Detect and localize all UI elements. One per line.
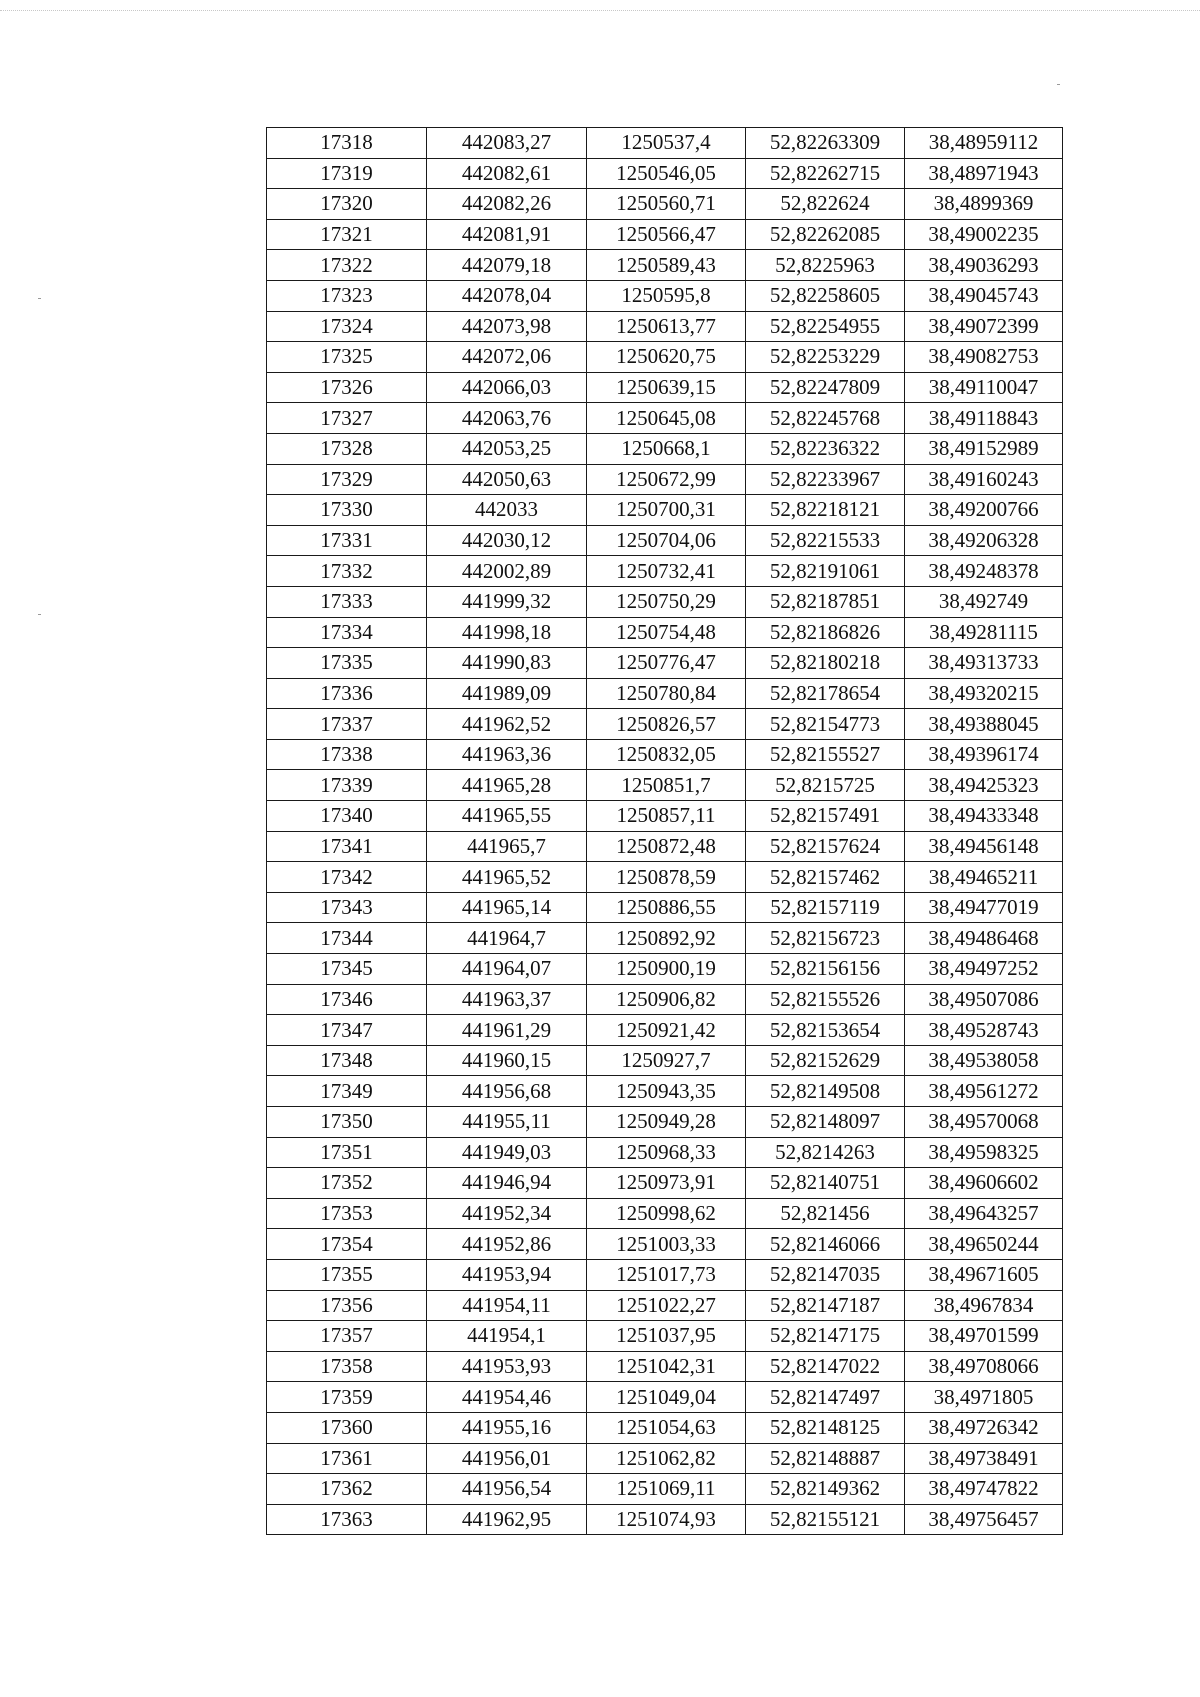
x-coordinate-cell: 441955,16: [427, 1412, 587, 1443]
latitude-cell: 52,82186826: [746, 617, 905, 648]
x-coordinate-cell: 441963,37: [427, 984, 587, 1015]
table-row: [267, 1474, 1063, 1505]
longitude-cell: 38,49200766: [905, 495, 1063, 526]
latitude-cell: 52,82236322: [746, 433, 905, 464]
latitude-cell: 52,82262085: [746, 219, 905, 250]
x-coordinate-cell: 442066,03: [427, 372, 587, 403]
y-coordinate-cell: 1251017,73: [587, 1259, 746, 1290]
table-row: [267, 189, 1063, 220]
table-row: [267, 250, 1063, 281]
table-row: [267, 1015, 1063, 1046]
point-number-cell: 17354: [267, 1229, 427, 1260]
point-number-cell: 17343: [267, 892, 427, 923]
point-number-cell: 17323: [267, 280, 427, 311]
x-coordinate-cell: 441963,36: [427, 739, 587, 770]
x-coordinate-cell: 441956,68: [427, 1076, 587, 1107]
point-number-cell: 17326: [267, 372, 427, 403]
x-coordinate-cell: 441998,18: [427, 617, 587, 648]
x-coordinate-cell: 442030,12: [427, 525, 587, 556]
x-coordinate-cell: 442079,18: [427, 250, 587, 281]
longitude-cell: 38,49110047: [905, 372, 1063, 403]
longitude-cell: 38,49708066: [905, 1351, 1063, 1382]
longitude-cell: 38,49497252: [905, 954, 1063, 985]
table-row: [267, 1168, 1063, 1199]
y-coordinate-cell: 1250927,7: [587, 1045, 746, 1076]
scan-speck: [38, 614, 41, 615]
longitude-cell: 38,49388045: [905, 709, 1063, 740]
longitude-cell: 38,49486468: [905, 923, 1063, 954]
point-number-cell: 17342: [267, 862, 427, 893]
latitude-cell: 52,82262715: [746, 158, 905, 189]
table-row: [267, 1137, 1063, 1168]
table-row: [267, 892, 1063, 923]
table-row: [267, 372, 1063, 403]
point-number-cell: 17325: [267, 342, 427, 373]
x-coordinate-cell: 442082,61: [427, 158, 587, 189]
point-number-cell: 17357: [267, 1321, 427, 1352]
point-number-cell: 17319: [267, 158, 427, 189]
longitude-cell: 38,49570068: [905, 1107, 1063, 1138]
point-number-cell: 17362: [267, 1474, 427, 1505]
y-coordinate-cell: 1250780,84: [587, 678, 746, 709]
y-coordinate-cell: 1250595,8: [587, 280, 746, 311]
table-row: [267, 1504, 1063, 1535]
point-number-cell: 17327: [267, 403, 427, 434]
point-number-cell: 17337: [267, 709, 427, 740]
y-coordinate-cell: 1250776,47: [587, 648, 746, 679]
point-number-cell: 17344: [267, 923, 427, 954]
y-coordinate-cell: 1250943,35: [587, 1076, 746, 1107]
longitude-cell: 38,49396174: [905, 739, 1063, 770]
x-coordinate-cell: 441956,54: [427, 1474, 587, 1505]
y-coordinate-cell: 1250613,77: [587, 311, 746, 342]
y-coordinate-cell: 1251069,11: [587, 1474, 746, 1505]
longitude-cell: 38,49701599: [905, 1321, 1063, 1352]
latitude-cell: 52,82247809: [746, 372, 905, 403]
y-coordinate-cell: 1250886,55: [587, 892, 746, 923]
point-number-cell: 17333: [267, 586, 427, 617]
longitude-cell: 38,48971943: [905, 158, 1063, 189]
x-coordinate-cell: 441949,03: [427, 1137, 587, 1168]
x-coordinate-cell: 441954,11: [427, 1290, 587, 1321]
x-coordinate-cell: 441946,94: [427, 1168, 587, 1199]
longitude-cell: 38,49477019: [905, 892, 1063, 923]
x-coordinate-cell: 441956,01: [427, 1443, 587, 1474]
point-number-cell: 17349: [267, 1076, 427, 1107]
table-row: [267, 648, 1063, 679]
y-coordinate-cell: 1251022,27: [587, 1290, 746, 1321]
table-row: [267, 158, 1063, 189]
latitude-cell: 52,822624: [746, 189, 905, 220]
latitude-cell: 52,82146066: [746, 1229, 905, 1260]
latitude-cell: 52,8214263: [746, 1137, 905, 1168]
latitude-cell: 52,82180218: [746, 648, 905, 679]
y-coordinate-cell: 1250672,99: [587, 464, 746, 495]
x-coordinate-cell: 442053,25: [427, 433, 587, 464]
longitude-cell: 38,49756457: [905, 1504, 1063, 1535]
latitude-cell: 52,82155526: [746, 984, 905, 1015]
latitude-cell: 52,82149362: [746, 1474, 905, 1505]
y-coordinate-cell: 1251054,63: [587, 1412, 746, 1443]
y-coordinate-cell: 1250754,48: [587, 617, 746, 648]
latitude-cell: 52,82152629: [746, 1045, 905, 1076]
point-number-cell: 17321: [267, 219, 427, 250]
longitude-cell: 38,49538058: [905, 1045, 1063, 1076]
x-coordinate-cell: 441962,95: [427, 1504, 587, 1535]
longitude-cell: 38,49598325: [905, 1137, 1063, 1168]
y-coordinate-cell: 1250668,1: [587, 433, 746, 464]
table-row: [267, 495, 1063, 526]
latitude-cell: 52,82140751: [746, 1168, 905, 1199]
y-coordinate-cell: 1251074,93: [587, 1504, 746, 1535]
table-row: [267, 862, 1063, 893]
table-row: [267, 617, 1063, 648]
point-number-cell: 17338: [267, 739, 427, 770]
latitude-cell: 52,82157491: [746, 801, 905, 832]
x-coordinate-cell: 441964,7: [427, 923, 587, 954]
longitude-cell: 38,49726342: [905, 1412, 1063, 1443]
y-coordinate-cell: 1250560,71: [587, 189, 746, 220]
latitude-cell: 52,82155527: [746, 739, 905, 770]
scan-speck: [38, 298, 41, 299]
y-coordinate-cell: 1250620,75: [587, 342, 746, 373]
latitude-cell: 52,82147497: [746, 1382, 905, 1413]
table-row: [267, 464, 1063, 495]
x-coordinate-cell: 441999,32: [427, 586, 587, 617]
y-coordinate-cell: 1250537,4: [587, 128, 746, 159]
table-row: [267, 984, 1063, 1015]
scan-speck: [1057, 84, 1060, 85]
table-row: [267, 801, 1063, 832]
longitude-cell: 38,49320215: [905, 678, 1063, 709]
point-number-cell: 17350: [267, 1107, 427, 1138]
y-coordinate-cell: 1250968,33: [587, 1137, 746, 1168]
table-row: [267, 1045, 1063, 1076]
x-coordinate-cell: 441954,46: [427, 1382, 587, 1413]
x-coordinate-cell: 441964,07: [427, 954, 587, 985]
longitude-cell: 38,49313733: [905, 648, 1063, 679]
table-row: [267, 770, 1063, 801]
latitude-cell: 52,821456: [746, 1198, 905, 1229]
longitude-cell: 38,49650244: [905, 1229, 1063, 1260]
point-number-cell: 17359: [267, 1382, 427, 1413]
longitude-cell: 38,49507086: [905, 984, 1063, 1015]
table-row: [267, 1229, 1063, 1260]
longitude-cell: 38,492749: [905, 586, 1063, 617]
point-number-cell: 17324: [267, 311, 427, 342]
y-coordinate-cell: 1250750,29: [587, 586, 746, 617]
x-coordinate-cell: 441961,29: [427, 1015, 587, 1046]
table-row: [267, 1321, 1063, 1352]
point-number-cell: 17361: [267, 1443, 427, 1474]
table-row: [267, 1290, 1063, 1321]
x-coordinate-cell: 442078,04: [427, 280, 587, 311]
table-row: [267, 1443, 1063, 1474]
y-coordinate-cell: 1250857,11: [587, 801, 746, 832]
longitude-cell: 38,4971805: [905, 1382, 1063, 1413]
point-number-cell: 17329: [267, 464, 427, 495]
latitude-cell: 52,82148097: [746, 1107, 905, 1138]
x-coordinate-cell: 441965,7: [427, 831, 587, 862]
latitude-cell: 52,82191061: [746, 556, 905, 587]
y-coordinate-cell: 1250732,41: [587, 556, 746, 587]
x-coordinate-cell: 441965,28: [427, 770, 587, 801]
table-row: [267, 586, 1063, 617]
longitude-cell: 38,49072399: [905, 311, 1063, 342]
x-coordinate-cell: 441955,11: [427, 1107, 587, 1138]
latitude-cell: 52,82157624: [746, 831, 905, 862]
latitude-cell: 52,82148125: [746, 1412, 905, 1443]
x-coordinate-cell: 441965,55: [427, 801, 587, 832]
point-number-cell: 17322: [267, 250, 427, 281]
y-coordinate-cell: 1251042,31: [587, 1351, 746, 1382]
longitude-cell: 38,49036293: [905, 250, 1063, 281]
x-coordinate-cell: 442081,91: [427, 219, 587, 250]
latitude-cell: 52,82148887: [746, 1443, 905, 1474]
y-coordinate-cell: 1250704,06: [587, 525, 746, 556]
point-number-cell: 17363: [267, 1504, 427, 1535]
latitude-cell: 52,82147187: [746, 1290, 905, 1321]
latitude-cell: 52,82156723: [746, 923, 905, 954]
x-coordinate-cell: 441954,1: [427, 1321, 587, 1352]
point-number-cell: 17353: [267, 1198, 427, 1229]
latitude-cell: 52,82155121: [746, 1504, 905, 1535]
longitude-cell: 38,49045743: [905, 280, 1063, 311]
table-row: [267, 433, 1063, 464]
latitude-cell: 52,82258605: [746, 280, 905, 311]
latitude-cell: 52,82147035: [746, 1259, 905, 1290]
x-coordinate-cell: 441965,52: [427, 862, 587, 893]
y-coordinate-cell: 1250639,15: [587, 372, 746, 403]
y-coordinate-cell: 1250998,62: [587, 1198, 746, 1229]
x-coordinate-cell: 442082,26: [427, 189, 587, 220]
y-coordinate-cell: 1250906,82: [587, 984, 746, 1015]
table-row: [267, 280, 1063, 311]
table-row: [267, 709, 1063, 740]
point-number-cell: 17355: [267, 1259, 427, 1290]
latitude-cell: 52,82157462: [746, 862, 905, 893]
point-number-cell: 17320: [267, 189, 427, 220]
table-row: [267, 403, 1063, 434]
y-coordinate-cell: 1250645,08: [587, 403, 746, 434]
latitude-cell: 52,82187851: [746, 586, 905, 617]
latitude-cell: 52,8225963: [746, 250, 905, 281]
x-coordinate-cell: 442050,63: [427, 464, 587, 495]
table-row: [267, 1076, 1063, 1107]
latitude-cell: 52,82147175: [746, 1321, 905, 1352]
point-number-cell: 17340: [267, 801, 427, 832]
y-coordinate-cell: 1251062,82: [587, 1443, 746, 1474]
table-row: [267, 1107, 1063, 1138]
longitude-cell: 38,49528743: [905, 1015, 1063, 1046]
coordinates-table-body: [267, 128, 1063, 1535]
x-coordinate-cell: 441990,83: [427, 648, 587, 679]
y-coordinate-cell: 1250832,05: [587, 739, 746, 770]
y-coordinate-cell: 1250878,59: [587, 862, 746, 893]
point-number-cell: 17345: [267, 954, 427, 985]
table-row: [267, 1382, 1063, 1413]
point-number-cell: 17346: [267, 984, 427, 1015]
point-number-cell: 17348: [267, 1045, 427, 1076]
table-row: [267, 1351, 1063, 1382]
table-row: [267, 678, 1063, 709]
y-coordinate-cell: 1250872,48: [587, 831, 746, 862]
longitude-cell: 38,49433348: [905, 801, 1063, 832]
y-coordinate-cell: 1250921,42: [587, 1015, 746, 1046]
y-coordinate-cell: 1250589,43: [587, 250, 746, 281]
coordinates-table: [266, 127, 1063, 1535]
table-row: [267, 739, 1063, 770]
y-coordinate-cell: 1250900,19: [587, 954, 746, 985]
table-row: [267, 556, 1063, 587]
longitude-cell: 38,49281115: [905, 617, 1063, 648]
longitude-cell: 38,49160243: [905, 464, 1063, 495]
point-number-cell: 17351: [267, 1137, 427, 1168]
longitude-cell: 38,49082753: [905, 342, 1063, 373]
table-row: [267, 1259, 1063, 1290]
latitude-cell: 52,82147022: [746, 1351, 905, 1382]
point-number-cell: 17334: [267, 617, 427, 648]
y-coordinate-cell: 1251037,95: [587, 1321, 746, 1352]
point-number-cell: 17318: [267, 128, 427, 159]
point-number-cell: 17356: [267, 1290, 427, 1321]
longitude-cell: 38,49152989: [905, 433, 1063, 464]
longitude-cell: 38,49738491: [905, 1443, 1063, 1474]
point-number-cell: 17328: [267, 433, 427, 464]
x-coordinate-cell: 441960,15: [427, 1045, 587, 1076]
table-row: [267, 923, 1063, 954]
y-coordinate-cell: 1251003,33: [587, 1229, 746, 1260]
y-coordinate-cell: 1250949,28: [587, 1107, 746, 1138]
longitude-cell: 38,49465211: [905, 862, 1063, 893]
y-coordinate-cell: 1250892,92: [587, 923, 746, 954]
point-number-cell: 17336: [267, 678, 427, 709]
latitude-cell: 52,82245768: [746, 403, 905, 434]
table-row: [267, 831, 1063, 862]
scan-top-edge: [0, 10, 1200, 11]
longitude-cell: 38,49456148: [905, 831, 1063, 862]
longitude-cell: 38,49643257: [905, 1198, 1063, 1229]
x-coordinate-cell: 441965,14: [427, 892, 587, 923]
point-number-cell: 17347: [267, 1015, 427, 1046]
point-number-cell: 17352: [267, 1168, 427, 1199]
longitude-cell: 38,49606602: [905, 1168, 1063, 1199]
longitude-cell: 38,49561272: [905, 1076, 1063, 1107]
y-coordinate-cell: 1251049,04: [587, 1382, 746, 1413]
x-coordinate-cell: 442073,98: [427, 311, 587, 342]
table-row: [267, 342, 1063, 373]
table-row: [267, 954, 1063, 985]
point-number-cell: 17332: [267, 556, 427, 587]
y-coordinate-cell: 1250566,47: [587, 219, 746, 250]
latitude-cell: 52,82156156: [746, 954, 905, 985]
longitude-cell: 38,4967834: [905, 1290, 1063, 1321]
x-coordinate-cell: 441953,94: [427, 1259, 587, 1290]
y-coordinate-cell: 1250826,57: [587, 709, 746, 740]
point-number-cell: 17339: [267, 770, 427, 801]
x-coordinate-cell: 441952,86: [427, 1229, 587, 1260]
table-row: [267, 128, 1063, 159]
point-number-cell: 17335: [267, 648, 427, 679]
latitude-cell: 52,82253229: [746, 342, 905, 373]
latitude-cell: 52,82254955: [746, 311, 905, 342]
latitude-cell: 52,82215533: [746, 525, 905, 556]
latitude-cell: 52,82153654: [746, 1015, 905, 1046]
latitude-cell: 52,82149508: [746, 1076, 905, 1107]
point-number-cell: 17358: [267, 1351, 427, 1382]
longitude-cell: 38,49671605: [905, 1259, 1063, 1290]
point-number-cell: 17330: [267, 495, 427, 526]
point-number-cell: 17360: [267, 1412, 427, 1443]
table-row: [267, 525, 1063, 556]
point-number-cell: 17341: [267, 831, 427, 862]
table-row: [267, 311, 1063, 342]
longitude-cell: 38,4899369: [905, 189, 1063, 220]
x-coordinate-cell: 442083,27: [427, 128, 587, 159]
x-coordinate-cell: 442002,89: [427, 556, 587, 587]
latitude-cell: 52,8215725: [746, 770, 905, 801]
latitude-cell: 52,82157119: [746, 892, 905, 923]
longitude-cell: 38,49248378: [905, 556, 1063, 587]
latitude-cell: 52,82263309: [746, 128, 905, 159]
latitude-cell: 52,82218121: [746, 495, 905, 526]
y-coordinate-cell: 1250851,7: [587, 770, 746, 801]
longitude-cell: 38,48959112: [905, 128, 1063, 159]
latitude-cell: 52,82178654: [746, 678, 905, 709]
x-coordinate-cell: 442033: [427, 495, 587, 526]
x-coordinate-cell: 441953,93: [427, 1351, 587, 1382]
table-row: [267, 219, 1063, 250]
point-number-cell: 17331: [267, 525, 427, 556]
longitude-cell: 38,49747822: [905, 1474, 1063, 1505]
x-coordinate-cell: 441989,09: [427, 678, 587, 709]
table-row: [267, 1198, 1063, 1229]
x-coordinate-cell: 441952,34: [427, 1198, 587, 1229]
longitude-cell: 38,49118843: [905, 403, 1063, 434]
longitude-cell: 38,49206328: [905, 525, 1063, 556]
latitude-cell: 52,82154773: [746, 709, 905, 740]
y-coordinate-cell: 1250546,05: [587, 158, 746, 189]
latitude-cell: 52,82233967: [746, 464, 905, 495]
longitude-cell: 38,49002235: [905, 219, 1063, 250]
x-coordinate-cell: 442063,76: [427, 403, 587, 434]
x-coordinate-cell: 441962,52: [427, 709, 587, 740]
longitude-cell: 38,49425323: [905, 770, 1063, 801]
x-coordinate-cell: 442072,06: [427, 342, 587, 373]
y-coordinate-cell: 1250700,31: [587, 495, 746, 526]
table-row: [267, 1412, 1063, 1443]
y-coordinate-cell: 1250973,91: [587, 1168, 746, 1199]
